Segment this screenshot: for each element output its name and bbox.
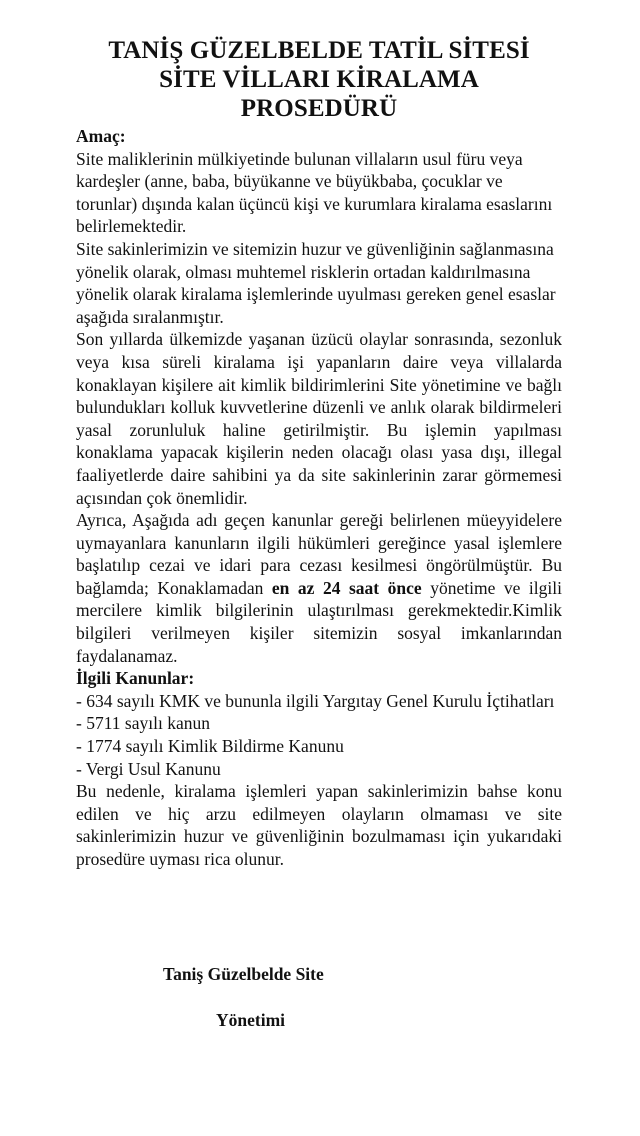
signature-line-1: Taniş Güzelbelde Site [163,964,324,984]
law-item: - 1774 sayılı Kimlik Bildirme Kanunu [76,736,344,757]
title-line-1: TANİŞ GÜZELBELDE TATİL SİTESİ [108,37,530,64]
law-item: - 634 sayılı KMK ve bununla ilgili Yargıtay Genel Kurulu İçtihatları [76,690,555,711]
penalty-text-before: Ayrıca, Aşağıda adı geçen kanunlar gereği belirlenen müeyyidelere uymayanlara kanunların ilgili hükümleri gereğince yasal işlemlere başlatılıp cezai ve idari para cezası kesilmesi öngörülmüştür. Bu bağlamda; Konaklamadan [76,510,562,598]
purpose-heading: Amaç: [76,126,126,146]
signature-line-2: Yönetimi [216,1010,286,1030]
law-item: - Vergi Usul Kanunu [76,758,221,779]
purpose-paragraph: Site maliklerinin mülkiyetinde bulunan villaların usul füru veya kardeşler (anne, baba, büyükanne ve büyükbaba, çocuklar ve torunlar) dışında kalan üçüncü kişi ve kurumlara kiralama esaslarını belirlemektedir. [76,148,553,237]
safety-paragraph: Site sakinlerimizin ve sitemizin huzur ve güvenliğinin sağlanmasına yönelik olarak, olması muhtemel risklerin ortadan kaldırılmasına yönelik olarak kiralama işlemlerinde uyulması gereken genel esaslar aşağıda sıralanmıştır. [76,238,556,327]
deadline-emphasis: en az 24 saat önce [271,577,422,598]
document-title [76,36,562,123]
title-line-2: SİTE VİLLARI KİRALAMA [159,66,479,93]
law-item: - 5711 sayılı kanun [76,713,210,734]
title-line-3: PROSEDÜRÜ [240,95,398,122]
closing-paragraph: Bu nedenle, kiralama işlemleri yapan sakinlerimizin bahse konu edilen ve hiç arzu edilmeyen olayların olmaması ve site sakinlerimizin huzur ve güvenliğinin bozulmaması için yukarıdaki prosedüre uyması rica olunur. [76,781,562,869]
laws-heading: İlgili Kanunlar: [76,668,195,689]
penalty-text-after: yönetime ve ilgili mercilere kimlik bilgilerinin ulaştırılması gerekmektedir.Kimlik bilgileri verilmeyen kişiler sitemizin sosyal imkanlarından faydalanamaz. [76,577,562,666]
legal-obligation-paragraph: Son yıllarda ülkemizde yaşanan üzücü olaylar sonrasında, sezonluk veya kısa süreli kiralama işi yapanların daire veya villalarda konaklayan kişilere ait kimlik bildirimlerini Site yönetimine ve bağlı bulundukları kolluk kuvvetlerine düzenli ve anlık olarak bildirmeleri yasal zorunluluk haline getirilmiştir. Bu işlemin yapılması konaklama yapacak kişilerin neden olacağı olası yasa dışı, illegal faaliyetlerde daire sahibini ya da site sakinlerinin zarar görmemesi açısından çok önemlidir. [76,329,562,508]
document-body [76,36,562,871]
laws-list [76,690,562,780]
penalty-paragraph [76,509,562,667]
